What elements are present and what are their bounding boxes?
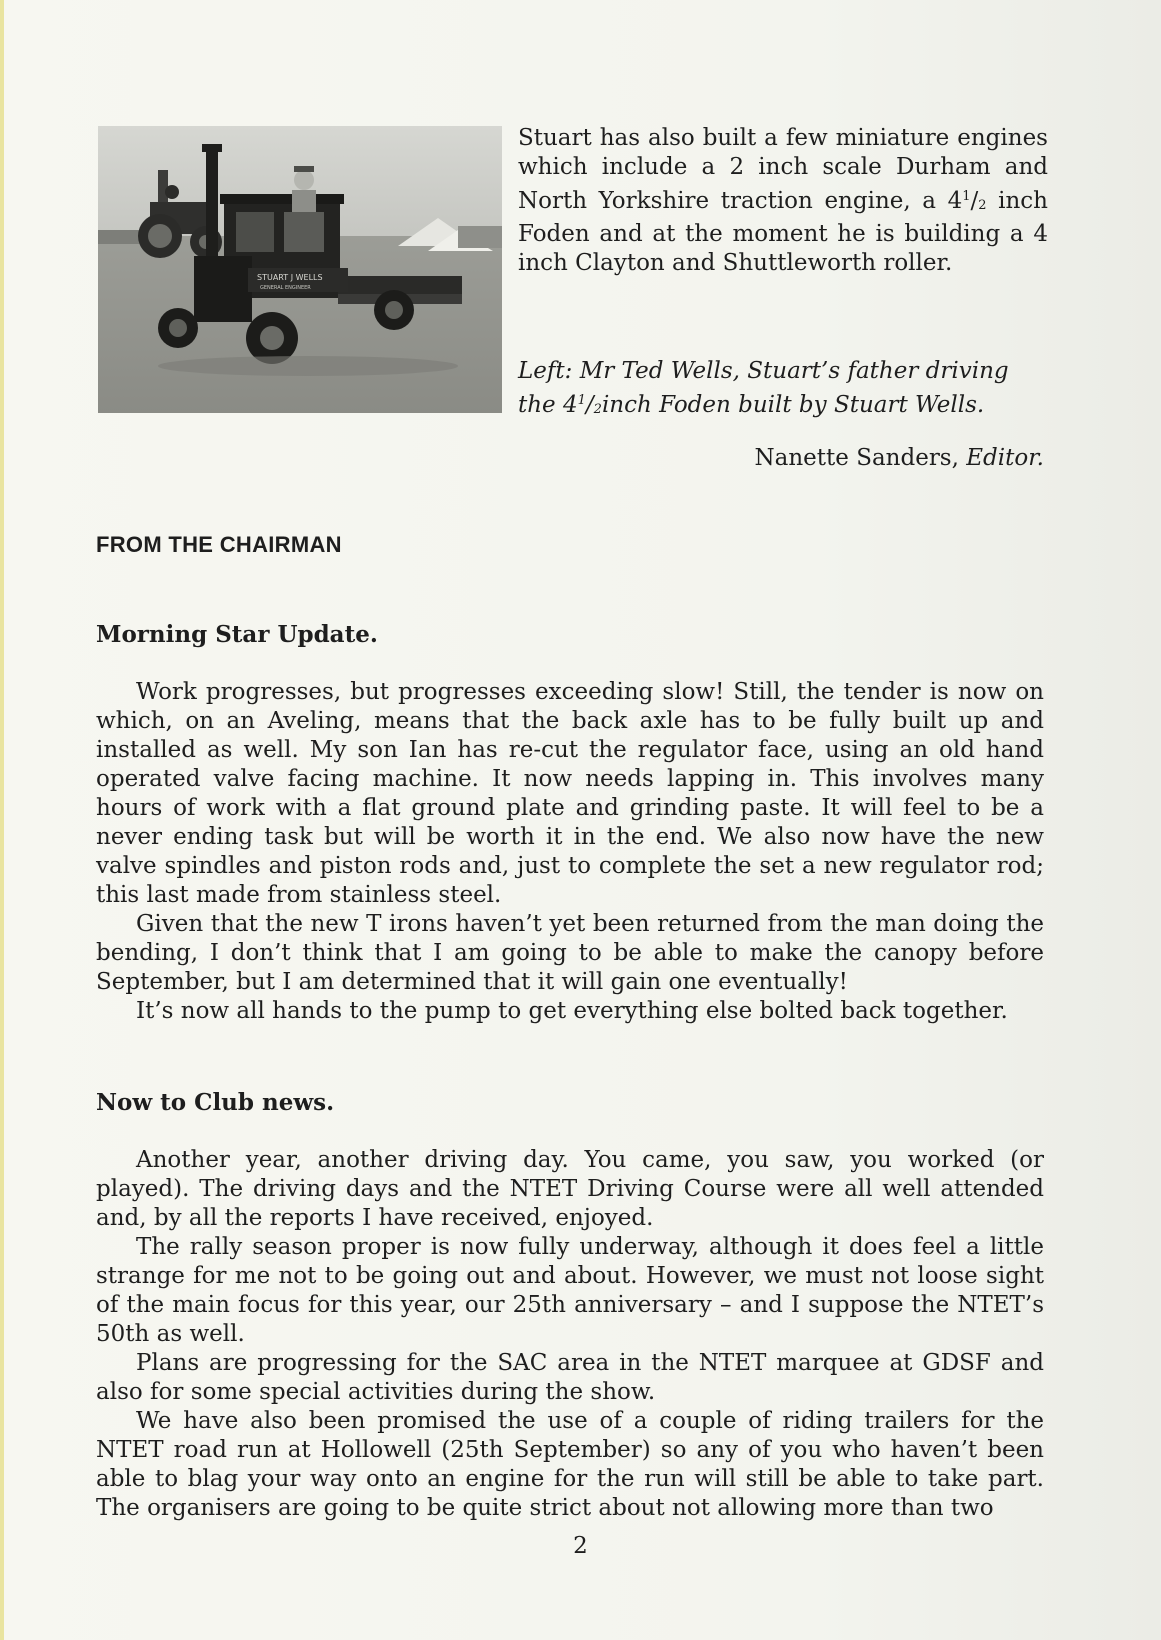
- photo-caption: Left: Mr Ted Wells, Stuart’s father driving the $4^1/_2inch$ Foden built by Stuart Wells.: [518, 358, 1009, 418]
- editor-name: Nanette Sanders,: [754, 445, 967, 471]
- fraction-denominator: 2: [978, 198, 987, 213]
- foden-photo: [98, 126, 502, 413]
- lorry-nameplate: STUART J WELLS: [257, 273, 323, 282]
- page-number: 2: [573, 1533, 588, 1559]
- intro-text-start: Stuart has also built a few miniature engines which include a 2 inch scale Durham and North Yorkshire traction engine, a 4: [518, 125, 1048, 214]
- club-news-heading: Now to Club news.: [96, 1089, 335, 1116]
- morning-star-body: [96, 678, 1044, 1026]
- club-news-paragraph-4: We have also been promised the use of a couple of riding trailers for the NTET road run at Hollowell (25th September) so any of you who haven’t been able to blag your way onto an engine for the run will still be able to take part. The organisers are going to be quite strict about not allowing more than two: [96, 1408, 1044, 1521]
- caption-fraction-numerator: 1: [577, 393, 586, 408]
- fraction-numerator: 1: [962, 189, 971, 204]
- club-news-body: [96, 1146, 1044, 1523]
- club-news-paragraph-3: Plans are progressing for the SAC area in the NTET marquee at GDSF and also for some special activities during the show.: [96, 1350, 1044, 1405]
- intro-text-end: inch Foden and at the moment he is building a 4 inch Clayton and Shuttleworth roller.: [518, 188, 1048, 276]
- club-news-paragraph-2: The rally season proper is now fully underway, although it does feel a little strange for me not to be going out and about. However, we must not loose sight of the main focus for this year, our 25th anniversary – and I suppose the NTET’s 50th as well.: [96, 1234, 1044, 1347]
- lorry-nameplate-sub: GENERAL ENGINEER: [260, 285, 311, 291]
- foden-photo-drawing: [98, 126, 502, 413]
- morning-star-paragraph-3: It’s now all hands to the pump to get everything else bolted back together.: [136, 998, 1008, 1024]
- chairman-heading: FROM THE CHAIRMAN: [96, 532, 342, 557]
- caption-fraction-denominator: 2: [593, 402, 602, 417]
- morning-star-heading: Morning Star Update.: [96, 621, 378, 648]
- editor-signature: [518, 444, 1044, 473]
- caption-text-end: inch Foden built by Stuart Wells.: [601, 392, 985, 418]
- page-edge: [0, 0, 4, 1640]
- editor-role: Editor.: [966, 445, 1044, 471]
- club-news-paragraph-1: Another year, another driving day. You came, you saw, you worked (or played). The driving days and the NTET Driving Course were all well attended and, by all the reports I have received, enjoyed.: [96, 1147, 1044, 1231]
- morning-star-paragraph-1: Work progresses, but progresses exceeding slow! Still, the tender is now on which, on an Aveling, means that the back axle has to be fully built up and installed as well. My son Ian has re-cut the regulator face, using an old hand operated valve facing machine. It now needs lapping in. This involves many hours of work with a flat ground plate and grinding paste. It will feel to be a never ending task but will be worth it in the end. We also now have the new valve spindles and piston rods and, just to complete the set a new regulator rod; this last made from stainless steel.: [96, 679, 1044, 908]
- intro-paragraph: Stuart has also built a few miniature engines which include a 2 inch scale Durham and North Yorkshire traction engine, a $4^1/_2$ inch Foden and at the moment he is building a 4 inch Clayton and Shuttleworth roller.: [518, 125, 1048, 276]
- caption-text-start: Left: Mr Ted Wells, Stuart’s father driving the 4: [518, 358, 1009, 418]
- morning-star-paragraph-2: Given that the new T irons haven’t yet been returned from the man doing the bending, I don’t think that I am going to be able to make the canopy before September, but I am determined that it will gain one eventually!: [96, 911, 1044, 995]
